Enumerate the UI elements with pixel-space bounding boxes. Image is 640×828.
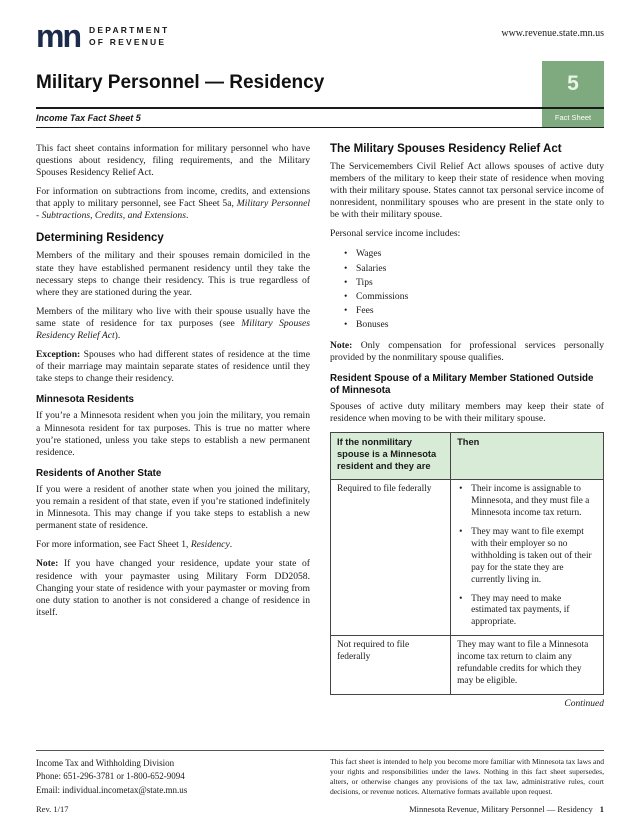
cell-then-not-required: They may want to file a Minnesota income tax return to claim any refundable credits for which they may be eligible.: [451, 636, 604, 695]
table-header-condition: If the nonmilitary spouse is a Minnesota resident and they are: [331, 433, 451, 480]
revision-date: Rev. 1/17: [36, 804, 69, 814]
list-item-fees: • Fees: [344, 304, 604, 318]
page-label-text: Minnesota Revenue, Military Personnel — Residency: [409, 804, 593, 814]
table-header-row: [331, 433, 604, 480]
paragraph-spouse-residence: [36, 306, 310, 342]
right-column: [330, 143, 604, 709]
note-label: Note:: [36, 558, 59, 570]
personal-service-income-list: [344, 247, 604, 332]
page-number: 1: [599, 804, 604, 814]
department-line2: OF REVENUE: [89, 36, 167, 47]
body-columns: [36, 143, 604, 709]
title-row: [36, 61, 604, 109]
paragraph-resident-spouse: Spouses of active duty military members may keep their state of residence when moving to be with their military spouse.: [330, 401, 604, 425]
heading-determining-residency: Determining Residency: [36, 232, 164, 245]
disclaimer-text: This fact sheet is intended to help you become more familiar with Minnesota tax laws and your rights and responsibilities under the laws. Nothing in this fact sheet supersedes, alters, or otherwise changes any provisions of the tax law, administrative rules, court decisions, or revenue notices. Alternative formats available upon request.: [330, 756, 604, 796]
page-header: [36, 18, 604, 55]
text-segment: Only compensation for professional services personally provided by the nonmilitary spouse qualifies.: [330, 339, 604, 363]
paragraph-see-fact-sheet-1: [36, 539, 310, 551]
paragraph-see-fact-sheet-5a: [36, 186, 310, 222]
text-segment-italic: Military Personnel - Subtractions, Credits, and Extensions: [36, 198, 310, 222]
list-item-tips: • Tips: [344, 276, 604, 290]
continued-marker: Continued: [564, 699, 604, 710]
filing-decision-table: [330, 432, 604, 695]
page-title: Military Personnel — Residency: [36, 71, 325, 93]
page-footer: [36, 750, 604, 815]
division-name: Income Tax and Withholding Division: [36, 757, 175, 768]
list-item-salaries: • Salaries: [344, 262, 604, 276]
mn-logo-icon: mn: [36, 18, 80, 55]
contact-block: [36, 757, 310, 798]
left-column: [36, 143, 310, 709]
heading-minnesota-residents: Minnesota Residents: [36, 394, 134, 406]
exception-label: Exception:: [36, 349, 81, 361]
paragraph-intro: This fact sheet contains information for military personnel who have questions about residency, filing requirements, and the Military Spouses Residency Relief Act.: [36, 142, 310, 178]
department-name: [89, 24, 169, 49]
table-bullet-item: • They may need to make estimated tax payments, if appropriate.: [457, 594, 597, 630]
required-outcomes-list: [457, 484, 597, 629]
text-segment: For information on subtractions from income, credits, and extensions that apply to military personnel, see Fact Sheet 5a,: [36, 186, 310, 210]
fact-sheet-number-badge: 5: [542, 61, 604, 107]
text-segment: If you have changed your residence, update your state of residence with your paymaster using Military Form DD2058. Changing your state of residence with your paymaster or moving from one duty station to another is not considered a change of residence in itself.: [36, 558, 310, 618]
list-item-commissions: • Commissions: [344, 290, 604, 304]
heading-residents-another-state: Residents of Another State: [36, 467, 162, 479]
table-bullet-item: • They may want to file exempt with their employer so no withholding is taken out of their pay for the state they are currently living in.: [457, 527, 597, 587]
table-body: [331, 480, 604, 695]
text-segment: ).: [114, 329, 121, 341]
cell-condition-not-required: Not required to file federally: [331, 636, 451, 695]
mn-revenue-logo: [36, 18, 170, 55]
text-segment-italic: Residency: [190, 539, 230, 551]
table-header: [331, 433, 604, 480]
department-line1: DEPARTMENT: [89, 25, 170, 35]
cell-condition-required: Required to file federally: [331, 480, 451, 636]
text-segment: .: [185, 210, 189, 222]
paragraph-domicile: Members of the military and their spouses remain domiciled in the state they have established permanent residency until they take the necessary steps to change their residency. This is true regardless of where they are stationed during the year.: [36, 250, 310, 298]
footer-bottom-row: [36, 804, 604, 814]
text-segment: For more information, see Fact Sheet 1,: [36, 539, 191, 551]
text-segment: Members of the military who live with their spouse usually have the same state of residence for tax purposes (see: [36, 305, 310, 329]
paragraph-income-includes: Personal service income includes:: [330, 228, 461, 240]
website-url: www.revenue.state.mn.us: [501, 28, 604, 39]
email-line: Email: individual.incometax@state.mn.us: [36, 784, 188, 795]
fact-sheet-label: Income Tax Fact Sheet 5: [36, 112, 141, 123]
phone-line: Phone: 651-296-3781 or 1-800-652-9094: [36, 771, 185, 781]
list-item-wages: • Wages: [344, 247, 604, 261]
list-item-bonuses: • Bonuses: [344, 318, 604, 332]
footer-columns: [36, 750, 604, 798]
paragraph-relief-act: The Servicemembers Civil Relief Act allows spouses of active duty members of the military to keep their state of residence when moving with their military spouse. States cannot tax personal service income of nonresident, nonmilitary spouses who are present in the state only to be with their military spouse.: [330, 161, 604, 221]
paragraph-note-dd2058: [36, 558, 310, 618]
text-segment-italic: Military Spouses Residency Relief Act: [36, 317, 310, 341]
note-label: Note:: [330, 339, 353, 351]
table-row-required: [331, 480, 604, 636]
heading-resident-spouse: Resident Spouse of a Military Member Stationed Outside of Minnesota: [330, 372, 594, 396]
cell-then-required: [451, 480, 604, 636]
heading-relief-act: The Military Spouses Residency Relief Act: [330, 142, 562, 155]
page-label: [409, 804, 604, 814]
table-row-not-required: [331, 636, 604, 695]
paragraph-residents-another-state: If you were a resident of another state when you joined the military, you remain a resident of that state, even if you’re stationed indefinitely in Minnesota. This may change if you take steps to establish a new permanent state of residence.: [36, 484, 310, 532]
table-bullet-item: • Their income is assignable to Minnesota, and they must file a Minnesota income tax return.: [457, 484, 597, 520]
paragraph-minnesota-residents: If you’re a Minnesota resident when you join the military, you remain a Minnesota resident for tax purposes. This is true no matter where you’re stationed, unless you take steps to establish a new permanent residence.: [36, 410, 310, 458]
text-segment: Spouses who had different states of residence at the time of their marriage may maintain separate states of residence until they take steps to change their residency.: [36, 349, 310, 385]
paragraph-note-compensation: [330, 340, 604, 364]
paragraph-exception: [36, 349, 310, 385]
fact-sheet-tab: Fact Sheet: [542, 109, 604, 127]
table-header-then: Then: [451, 433, 604, 480]
fact-sheet-strip: [36, 109, 604, 128]
text-segment: .: [229, 539, 233, 551]
